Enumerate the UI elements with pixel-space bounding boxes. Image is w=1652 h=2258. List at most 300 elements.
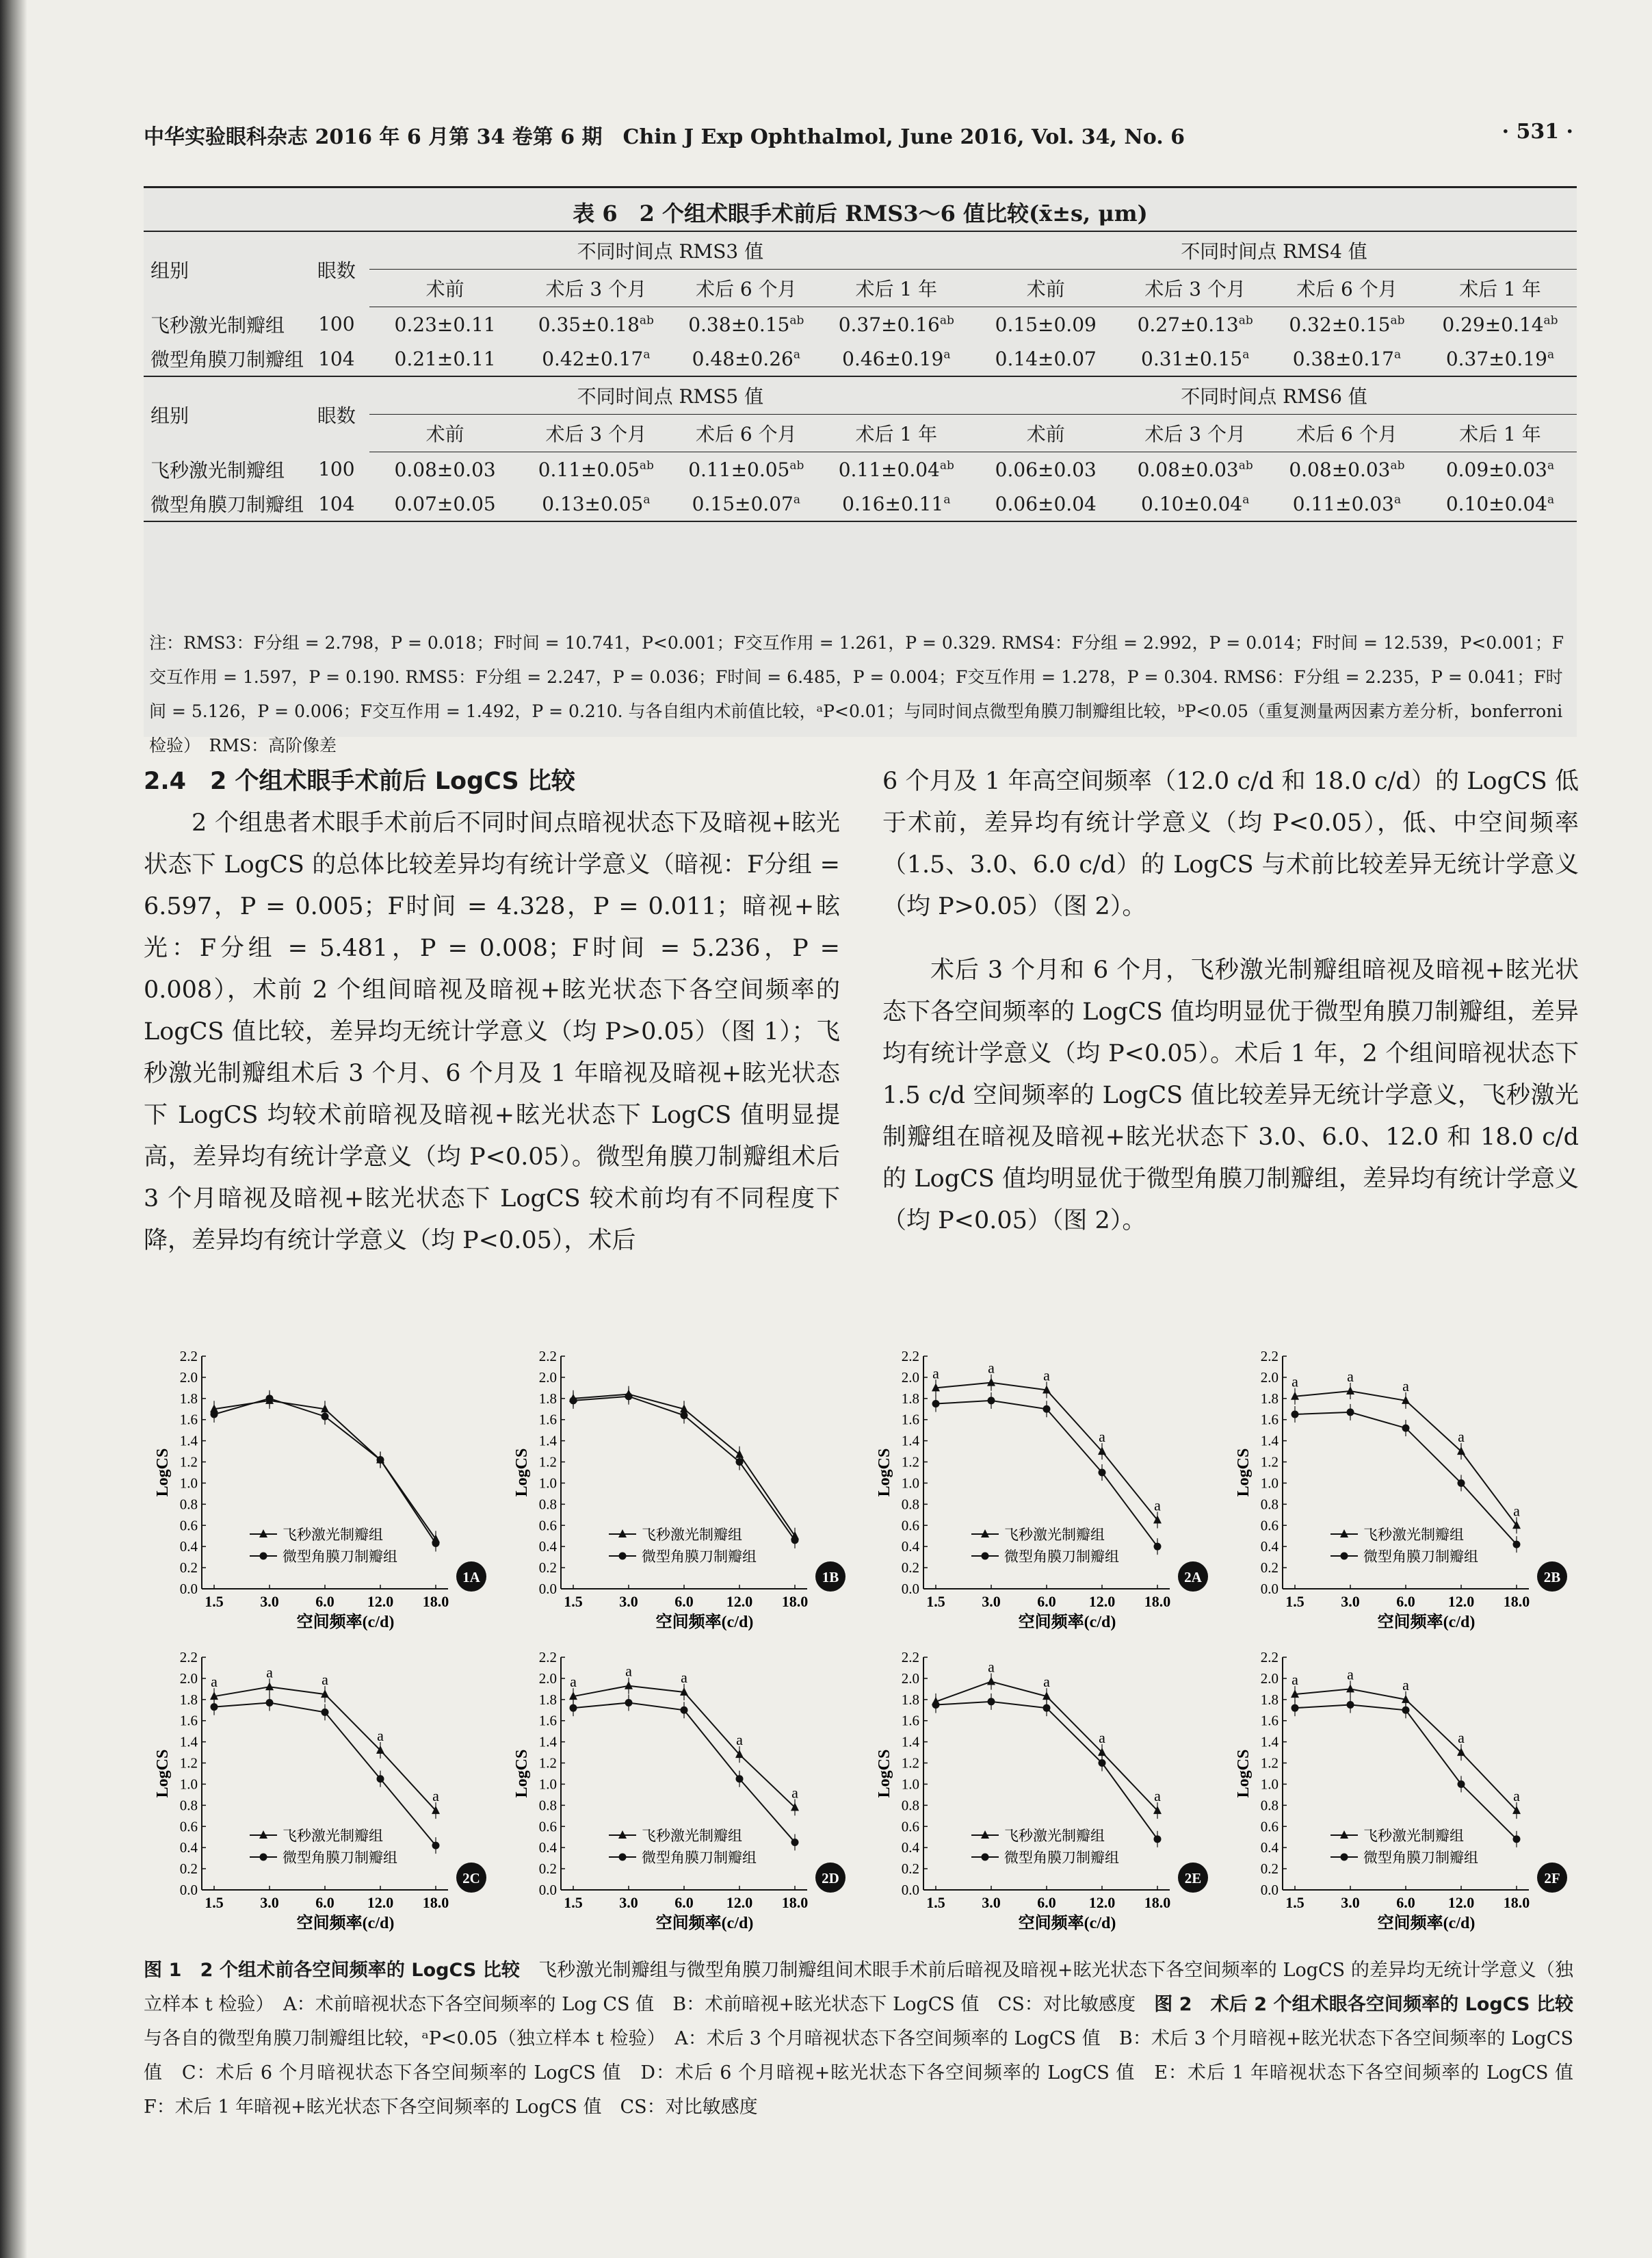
cell-value: 0.14±0.07 [995,347,1097,370]
cell-value: 0.48±0.26$^a$ [692,347,800,370]
y-tick-label: 0.4 [179,1538,198,1555]
y-tick-label: 2.2 [901,1348,919,1364]
x-tick-label: 12.0 [367,1593,394,1610]
y-tick-label: 0.8 [1260,1797,1279,1814]
x-tick-label: 12.0 [726,1894,753,1911]
chart-2C [147,1642,516,1946]
cell-value: 0.11±0.04$^{ab}$ [838,458,954,481]
x-tick-label: 1.5 [1285,1593,1304,1610]
x-axis-label: 空间频率(c/d) [1377,1915,1476,1932]
table-row [144,486,1577,521]
x-tick-label: 3.0 [982,1593,1001,1610]
point-circle [266,1394,274,1402]
significance-mark: a [1458,1729,1465,1747]
y-tick-label: 1.6 [1260,1411,1279,1428]
point-circle [681,1707,688,1714]
y-tick-label: 0.6 [179,1517,198,1534]
y-tick-label: 2.0 [901,1368,919,1386]
table-row [144,307,1577,342]
header-timepoint: 术后 3 个月 [1120,270,1270,307]
point-circle [322,1709,329,1716]
legend-label: 微型角膜刀制瓣组 [1363,1548,1478,1565]
point-circle [681,1412,688,1419]
legend-circle [260,1553,267,1560]
journal-citation: 中华实验眼科杂志 2016 年 6 月第 34 卷第 6 期 Chin J Exp Ophthalmol, June 2016, Vol. 34, No. 6 [144,125,1185,149]
header-timepoint: 术前 [369,270,521,307]
cell-value: 0.16±0.11$^a$ [822,486,971,521]
significance-mark: a [1292,1671,1298,1689]
header-timepoint: 术前 [369,415,521,452]
legend-circle [1341,1553,1348,1560]
legend-label: 飞秒激光制瓣组 [283,1828,383,1844]
significance-mark: a [1347,1665,1354,1683]
cell-superscript: a [1393,348,1402,362]
y-tick-label: 0.0 [901,1882,919,1898]
y-tick-label: 0.8 [901,1797,919,1814]
y-tick-label: 1.8 [1260,1691,1279,1708]
y-tick-label: 0.6 [538,1818,557,1835]
y-tick-label: 0.2 [1260,1860,1279,1878]
point-circle [736,1458,744,1466]
x-tick-label: 12.0 [1447,1894,1475,1911]
point-circle [377,1775,384,1782]
cell-superscript: ab [939,458,954,473]
cell-value: 0.10±0.04$^a$ [1120,486,1270,521]
legend-circle [260,1854,267,1861]
y-tick-label: 0.8 [901,1496,919,1513]
y-tick-label: 2.0 [179,1368,198,1386]
y-tick-label: 0.2 [1260,1559,1279,1576]
cell-superscript: a [1242,493,1250,507]
point-circle [1402,1707,1410,1714]
point-circle [625,1699,633,1707]
header-timepoint: 术后 6 个月 [1270,270,1424,307]
book-spine-shadow [0,0,27,2258]
significance-mark: a [377,1727,384,1744]
fig2-label: 图 2 术后 2 个组术眼各空间频率的 LogCS 比较 [1154,1994,1574,2015]
cell-value: 0.21±0.11 [394,347,496,370]
y-tick-label: 0.4 [179,1839,198,1856]
y-tick-label: 1.8 [538,1691,557,1708]
legend-label: 微型角膜刀制瓣组 [642,1850,757,1866]
cell-group: 飞秒激光制瓣组 [150,458,285,482]
y-tick-label: 0.6 [538,1517,557,1534]
cell-superscript: a [643,493,651,507]
x-tick-label: 18.0 [422,1894,449,1911]
cell-value: 0.08±0.03 [394,458,496,481]
y-tick-label: 0.8 [179,1496,198,1513]
point-circle [1099,1469,1106,1477]
cell-value: 0.06±0.03 [995,458,1097,481]
y-tick-label: 1.4 [1260,1733,1279,1750]
y-tick-label: 2.0 [179,1670,198,1687]
point-circle [1043,1405,1051,1413]
point-circle [1347,1701,1354,1709]
y-tick-label: 0.4 [1260,1839,1279,1856]
chart-2B [1228,1341,1597,1645]
header-timepoint: 术后 6 个月 [671,415,821,452]
y-tick-label: 1.6 [538,1712,557,1729]
table-row [144,452,1577,487]
cell-value: 0.32±0.15$^{ab}$ [1289,313,1405,336]
y-axis-label: LogCS [154,1448,172,1497]
x-tick-label: 3.0 [1341,1894,1360,1911]
cell-value: 0.10±0.04$^a$ [1424,486,1577,521]
header-timepoint: 术后 1 年 [822,415,971,452]
significance-mark: a [736,1731,743,1749]
chart-svg [506,1642,876,1946]
x-tick-label: 12.0 [367,1894,394,1911]
point-circle [432,1842,440,1850]
header-group: 组别 [144,231,304,307]
cell-value: 0.38±0.17$^a$ [1292,347,1402,370]
chart-2D [506,1642,876,1946]
x-tick-label: 12.0 [1447,1593,1475,1610]
point-circle [211,1411,218,1418]
y-tick-label: 1.6 [179,1411,198,1428]
panel-label: 2A [1184,1569,1202,1585]
cell-group: 微型角膜刀制瓣组 [150,348,304,371]
series-line [573,1702,795,1842]
legend-circle [619,1854,627,1861]
cell-superscript: a [1393,493,1402,507]
chart-svg [147,1341,516,1645]
y-tick-label: 1.2 [179,1453,198,1470]
point-circle [1513,1541,1521,1548]
x-tick-label: 12.0 [1088,1593,1116,1610]
legend-label: 飞秒激光制瓣组 [1004,1828,1105,1844]
cell-eyes: 100 [318,458,355,481]
point-circle [988,1397,995,1404]
x-tick-label: 6.0 [315,1593,335,1610]
panel-label: 2E [1184,1870,1202,1886]
x-tick-label: 12.0 [726,1593,753,1610]
y-tick-label: 1.4 [901,1432,919,1449]
significance-mark: a [625,1662,632,1680]
y-tick-label: 2.0 [901,1670,919,1687]
y-tick-label: 0.8 [538,1496,557,1513]
x-axis-label: 空间频率(c/d) [655,1613,754,1631]
legend-label: 微型角膜刀制瓣组 [1004,1548,1119,1565]
point-triangle [265,1682,274,1690]
y-tick-label: 1.0 [901,1776,919,1793]
y-tick-label: 1.6 [538,1411,557,1428]
header-timepoint: 术后 1 年 [822,270,971,307]
chart-2A [869,1341,1238,1645]
table-header-row [144,376,1577,415]
header-timepoint: 术后 6 个月 [671,270,821,307]
body-paragraph: 术后 3 个月和 6 个月，飞秒激光制瓣组暗视及暗视+眩光状态下各空间频率的 LogCS 值均明显优于微型角膜刀制瓣组，差异均有统计学意义（均 P<0.05）。术后 1 年，2 个组间暗视状态下 1.5 c/d 空间频率的 LogCS 值比较差异无统计学意义，飞秒激光制瓣组在暗视及暗视+眩光状态下 3.0、6.0、12.0 和 18.0 c/d 的 LogCS 值均明显优于微型角膜刀制瓣组，差异均有统计学意义（均 P<0.05）（图 2）。 [882,957,1579,1234]
x-tick-label: 3.0 [619,1894,638,1911]
significance-mark: a [988,1359,995,1377]
x-tick-label: 1.5 [205,1894,224,1911]
significance-mark: a [1043,1366,1050,1384]
y-tick-label: 0.0 [1260,1882,1279,1898]
cell-value: 0.29±0.14$^{ab}$ [1442,313,1558,336]
cell-superscript: a [1547,493,1555,507]
x-tick-label: 3.0 [619,1593,638,1610]
panel-label: 2D [822,1870,839,1886]
y-tick-label: 2.2 [179,1649,198,1665]
legend-label: 微型角膜刀制瓣组 [283,1548,397,1565]
cell-value: 0.15±0.09 [995,313,1097,336]
y-axis-label: LogCS [876,1749,893,1798]
y-tick-label: 1.0 [538,1475,557,1492]
cell-value: 0.07±0.05 [369,486,521,521]
chart-2F [1228,1642,1597,1946]
x-tick-label: 6.0 [1396,1593,1415,1610]
fig1-text: 飞秒激光制瓣组与微型角膜刀制瓣组间术眼手术前后暗视及暗视+眩光状态下各空间频率的 LogCS 的差异均无统计学意义（独立样本 t 检验） A：术前暗视状态下各空间频率的 Log CS 值 B：术前暗视+眩光状态下 LogCS 值 CS：对比敏感度 [144,1960,1573,2015]
significance-mark: a [1402,1676,1409,1694]
significance-mark: a [1402,1377,1409,1394]
cell-superscript: ab [1543,313,1558,328]
point-circle [1458,1780,1465,1788]
y-tick-label: 2.2 [901,1649,919,1665]
x-tick-label: 1.5 [205,1593,224,1610]
panel-label: 1A [462,1569,480,1585]
header-eyes: 眼数 [304,231,369,307]
header-span: 不同时间点 RMS5 值 [369,376,971,415]
header-timepoint: 术后 1 年 [1424,270,1577,307]
cell-value: 0.15±0.07$^a$ [671,486,821,521]
cell-value: 0.46±0.19$^a$ [842,347,951,370]
chart-1B [506,1341,876,1645]
point-circle [1347,1408,1354,1416]
y-axis-label: LogCS [1235,1749,1253,1798]
y-tick-label: 2.2 [1260,1649,1279,1665]
y-tick-label: 1.0 [179,1776,198,1793]
chart-svg [147,1642,516,1946]
y-tick-label: 1.2 [901,1453,919,1470]
legend-circle [1341,1854,1348,1861]
point-circle [791,1536,799,1544]
cell-superscript: ab [939,313,954,328]
y-tick-label: 1.8 [901,1691,919,1708]
x-tick-label: 6.0 [674,1593,694,1610]
significance-mark: a [791,1784,798,1802]
cell-superscript: ab [789,313,804,328]
y-tick-label: 2.2 [179,1348,198,1364]
y-tick-label: 0.0 [901,1581,919,1597]
running-header [144,120,1573,154]
significance-mark: a [1099,1428,1105,1446]
x-axis-label: 空间频率(c/d) [1018,1915,1116,1932]
y-tick-label: 1.8 [538,1390,557,1407]
y-tick-label: 1.0 [179,1475,198,1492]
significance-mark: a [1458,1428,1465,1446]
legend-circle [982,1854,989,1861]
series-line [1295,1705,1517,1839]
x-tick-label: 18.0 [1503,1593,1530,1610]
significance-mark: a [988,1658,995,1676]
rms-table [144,231,1577,522]
y-axis-label: LogCS [513,1749,531,1798]
point-circle [570,1397,577,1404]
x-tick-label: 3.0 [982,1894,1001,1911]
cell-value: 0.27±0.13$^{ab}$ [1137,313,1253,336]
y-tick-label: 1.4 [901,1733,919,1750]
panel-label: 2F [1544,1870,1560,1886]
x-tick-label: 18.0 [781,1894,809,1911]
table-6 [144,186,1577,755]
y-tick-label: 0.4 [901,1538,919,1555]
point-circle [791,1839,799,1846]
point-triangle [1346,1386,1354,1394]
legend-label: 飞秒激光制瓣组 [1004,1527,1105,1543]
significance-mark: a [322,1671,328,1689]
cell-value: 0.42±0.17$^a$ [542,347,651,370]
table-title: 表 6 2 个组术眼手术前后 RMS3～6 值比较(x̄±s, μm) [573,200,1148,226]
significance-mark: a [1154,1496,1161,1514]
y-tick-label: 0.2 [538,1559,557,1576]
cell-superscript: a [1242,348,1250,362]
legend-label: 飞秒激光制瓣组 [642,1828,742,1844]
figure-caption [144,1954,1592,2125]
point-circle [377,1456,384,1464]
body-paragraph: 2 个组患者术眼手术前后不同时间点暗视状态下及暗视+眩光状态下 LogCS 的总体比较差异均有统计学意义（暗视：F分组 = 6.597，P = 0.005；F时间 = 4.328，P = 0.011；暗视+眩光：F分组 = 5.481，P = 0.008；F时间 = 5.236，P = 0.008），术前 2 个组间暗视及暗视+眩光状态下各空间频率的 LogCS 值比较，差异均无统计学意义（均 P>0.05）（图 1）；飞秒激光制瓣组术后 3 个月、6 个月及 1 年暗视及暗视+眩光状态下 LogCS 均较术前暗视及暗视+眩光状态下 LogCS 值明显提高，差异均有统计学意义（均 P<0.05）。微型角膜刀制瓣组术后 3 个月暗视及暗视+眩光状态下 LogCS 较术前均有不同程度下降，差异均有统计学意义（均 P<0.05），术后 [144,809,840,1254]
y-tick-label: 1.2 [1260,1453,1279,1470]
x-tick-label: 6.0 [315,1894,335,1911]
point-circle [1458,1479,1465,1487]
x-axis-label: 空间频率(c/d) [655,1915,754,1932]
x-tick-label: 6.0 [1037,1593,1056,1610]
cell-value: 0.11±0.05$^{ab}$ [538,458,654,481]
point-circle [625,1392,633,1400]
y-tick-label: 0.2 [901,1559,919,1576]
x-tick-label: 6.0 [674,1894,694,1911]
cell-value: 0.38±0.15$^{ab}$ [688,313,804,336]
cell-superscript: ab [1390,458,1405,473]
y-tick-label: 1.8 [179,1390,198,1407]
point-circle [570,1704,577,1712]
cell-value: 0.08±0.03$^{ab}$ [1137,458,1253,481]
point-triangle [987,1677,995,1685]
y-tick-label: 1.4 [538,1733,557,1750]
cell-value: 0.37±0.16$^{ab}$ [838,313,954,336]
header-timepoint: 术后 3 个月 [521,270,671,307]
series-line [1295,1391,1517,1525]
chart-svg [1228,1642,1597,1946]
point-triangle [1346,1684,1354,1692]
y-tick-label: 0.0 [538,1882,557,1898]
x-tick-label: 3.0 [1341,1593,1360,1610]
header-timepoint: 术后 3 个月 [1120,415,1270,452]
y-axis-label: LogCS [513,1448,531,1497]
y-tick-label: 0.4 [1260,1538,1279,1555]
cell-value: 0.37±0.19$^a$ [1445,347,1555,370]
y-tick-label: 1.6 [901,1712,919,1729]
point-circle [322,1413,329,1420]
y-tick-label: 0.2 [901,1860,919,1878]
point-circle [1513,1835,1521,1843]
legend-circle [982,1553,989,1560]
page-number: · 531 · [1502,120,1573,144]
header-span: 不同时间点 RMS6 值 [971,376,1577,415]
panel-label: 2B [1543,1569,1561,1585]
y-tick-label: 1.0 [1260,1776,1279,1793]
series-line [936,1702,1157,1839]
x-axis-label: 空间频率(c/d) [296,1915,395,1932]
header-timepoint: 术前 [971,415,1120,452]
x-tick-label: 18.0 [1144,1894,1171,1911]
point-triangle [987,1378,995,1386]
cell-superscript: ab [1390,313,1405,328]
legend-label: 微型角膜刀制瓣组 [283,1850,397,1866]
y-tick-label: 0.4 [538,1839,557,1856]
cell-value: 0.09±0.03$^a$ [1445,458,1555,481]
point-circle [1292,1704,1299,1712]
significance-mark: a [1292,1373,1298,1390]
y-tick-label: 0.6 [1260,1517,1279,1534]
y-tick-label: 2.0 [1260,1368,1279,1386]
x-tick-label: 18.0 [422,1593,449,1610]
y-tick-label: 1.2 [538,1453,557,1470]
header-timepoint: 术后 1 年 [1424,415,1577,452]
point-circle [1099,1759,1106,1767]
cell-superscript: a [1547,458,1555,473]
y-tick-label: 0.8 [538,1797,557,1814]
cell-superscript: ab [1238,458,1253,473]
x-tick-label: 6.0 [1396,1894,1415,1911]
cell-superscript: ab [789,458,804,473]
point-circle [932,1701,940,1709]
y-tick-label: 2.0 [1260,1670,1279,1687]
cell-superscript: ab [639,458,654,473]
cell-group: 微型角膜刀制瓣组 [144,486,304,521]
fig2-text: 与各自的微型角膜刀制瓣组比较，ᵃP<0.05（独立样本 t 检验） A：术后 3 个月暗视状态下各空间频率的 LogCS 值 B：术后 3 个月暗视+眩光状态下各空间频率的 LogCS 值 C：术后 6 个月暗视状态下各空间频率的 LogCS 值 D：术后 6 个月暗视+眩光状态下各空间频率的 LogCS 值 E：术后 1 年暗视状态下各空间频率的 LogCS 值 F：术后 1 年暗视+眩光状态下各空间频率的 LogCS 值 CS：对比敏感度 [144,2028,1592,2118]
y-tick-label: 0.0 [179,1882,198,1898]
cell-value: 0.06±0.04 [971,486,1120,521]
chart-2E [869,1642,1238,1946]
x-tick-label: 18.0 [1144,1593,1171,1610]
x-axis-label: 空间频率(c/d) [296,1613,395,1631]
cell-eyes: 104 [318,347,355,370]
x-tick-label: 1.5 [564,1593,583,1610]
y-tick-label: 1.6 [1260,1712,1279,1729]
chart-1A [147,1341,516,1645]
y-tick-label: 1.4 [538,1432,557,1449]
y-tick-label: 2.2 [538,1348,557,1364]
y-tick-label: 0.2 [538,1860,557,1878]
x-tick-label: 6.0 [1037,1894,1056,1911]
significance-mark: a [932,1364,939,1382]
legend-label: 微型角膜刀制瓣组 [1004,1850,1119,1866]
fig1-label: 图 1 2 个组术前各空间频率的 LogCS 比较 [144,1960,520,1981]
point-circle [1402,1425,1410,1432]
y-tick-label: 0.0 [538,1581,557,1597]
y-tick-label: 1.2 [1260,1754,1279,1772]
y-tick-label: 1.6 [179,1712,198,1729]
cell-superscript: a [793,348,800,362]
chart-svg [1228,1341,1597,1645]
y-tick-label: 1.4 [179,1432,198,1449]
y-tick-label: 0.6 [1260,1818,1279,1835]
y-tick-label: 0.4 [901,1839,919,1856]
cell-value: 0.23±0.11 [394,313,496,336]
table-note: 注：RMS3：F分组 = 2.798，P = 0.018；F时间 = 10.741，P<0.001；F交互作用 = 1.261，P = 0.329. RMS4：F分组 = 2.992，P = 0.014；F时间 = 12.539，P<0.001；F交互作用 = 1.597，P = 0.190. RMS5：F分组 = 2.247，P = 0.036；F时间 = 6.485，P = 0.004；F交互作用 = 1.278，P = 0.304. RMS6：F分组 = 2.235，P = 0.041；F时间 = 5.126，P = 0.006；F交互作用 = 1.492，P = 0.210. 与各自组内术前值比较，ᵃP<0.01；与同时间点微型角膜刀制瓣组比较，ᵇP<0.05（重复测量两因素方差分析，bonferroni 检验） RMS：高阶像差 [149,633,1564,755]
x-tick-label: 1.5 [1285,1894,1304,1911]
y-tick-label: 0.6 [901,1818,919,1835]
point-circle [1154,1543,1162,1550]
significance-mark: a [266,1663,273,1681]
table-header-row [144,231,1577,270]
y-tick-label: 2.2 [538,1649,557,1665]
point-circle [736,1775,744,1782]
y-tick-label: 0.0 [1260,1581,1279,1597]
cell-superscript: a [943,493,951,507]
y-tick-label: 1.2 [901,1754,919,1772]
x-axis-label: 空间频率(c/d) [1377,1613,1476,1631]
